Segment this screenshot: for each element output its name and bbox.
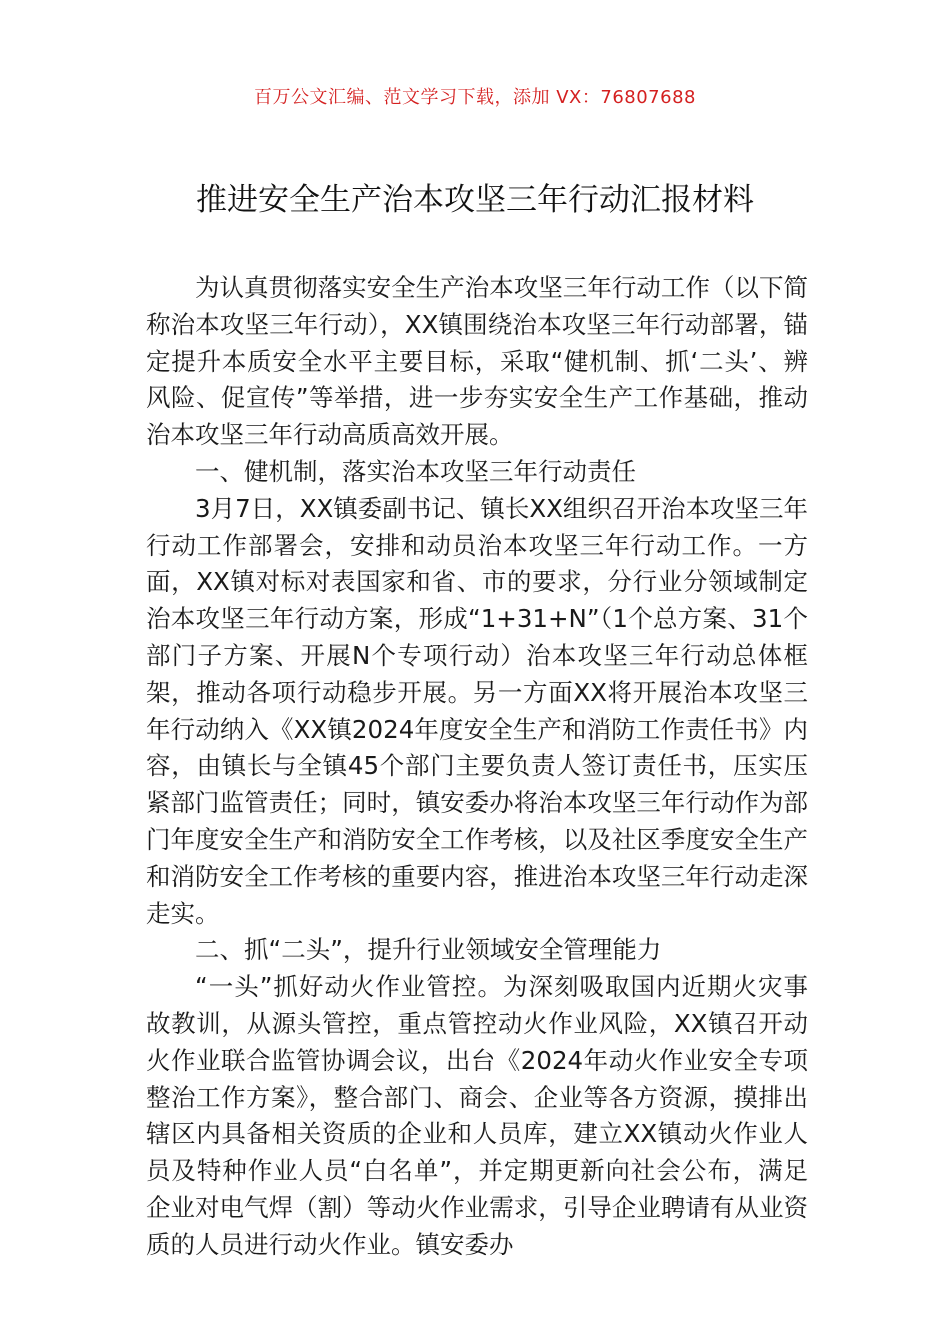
document-body [146,270,808,1264]
paragraph-section-1: 3月7日，XX镇委副书记、镇长XX组织召开治本攻坚三年行动工作部署会，安排和动员治本攻坚三年行动工作。一方面，XX镇对标对表国家和省、市的要求，分行业分领域制定治本攻坚三年行动方案，形成“1+31+N”（1个总方案、31个部门子方案、开展N个专项行动）治本攻坚三年行动总体框架，推动各项行动稳步开展。另一方面XX将开展治本攻坚三年行动纳入《XX镇2024年度安全生产和消防工作责任书》内容，由镇长与全镇45个部门主要负责人签订责任书，压实压紧部门监管责任；同时，镇安委办将治本攻坚三年行动作为部门年度安全生产和消防安全工作考核，以及社区季度安全生产和消防安全工作考核的重要内容，推进治本攻坚三年行动走深走实。 [146,493,808,928]
section-heading-1: 一、健机制，落实治本攻坚三年行动责任 [195,456,636,486]
document-title: 推进安全生产治本攻坚三年行动汇报材料 [196,182,754,218]
watermark-header: 百万公文汇编、范文学习下载，添加 VX：76807688 [254,87,696,108]
paragraph-section-2: “一头”抓好动火作业管控。为深刻吸取国内近期火灾事故教训，从源头管控，重点管控动火作业风险，XX镇召开动火作业联合监管协调会议，出台《2024年动火作业安全专项整治工作方案》，整合部门、商会、企业等各方资源，摸排出辖区内具备相关资质的企业和人员库，建立XX镇动火作业人员及特种作业人员“白名单”，并定期更新向社会公布，满足企业对电气焊（割）等动火作业需求，引导企业聘请有从业资质的人员进行动火作业。镇安委办 [146,972,808,1259]
paragraph-intro: 为认真贯彻落实安全生产治本攻坚三年行动工作（以下简称治本攻坚三年行动），XX镇围绕治本攻坚三年行动部署，锚定提升本质安全水平主要目标，采取“健机制、抓‘二头’、辨风险、促宣传”等举措，进一步夯实安全生产工作基础，推动治本攻坚三年行动高质高效开展。 [146,273,808,450]
section-heading-2: 二、抓“二头”，提升行业领域安全管理能力 [195,935,662,965]
